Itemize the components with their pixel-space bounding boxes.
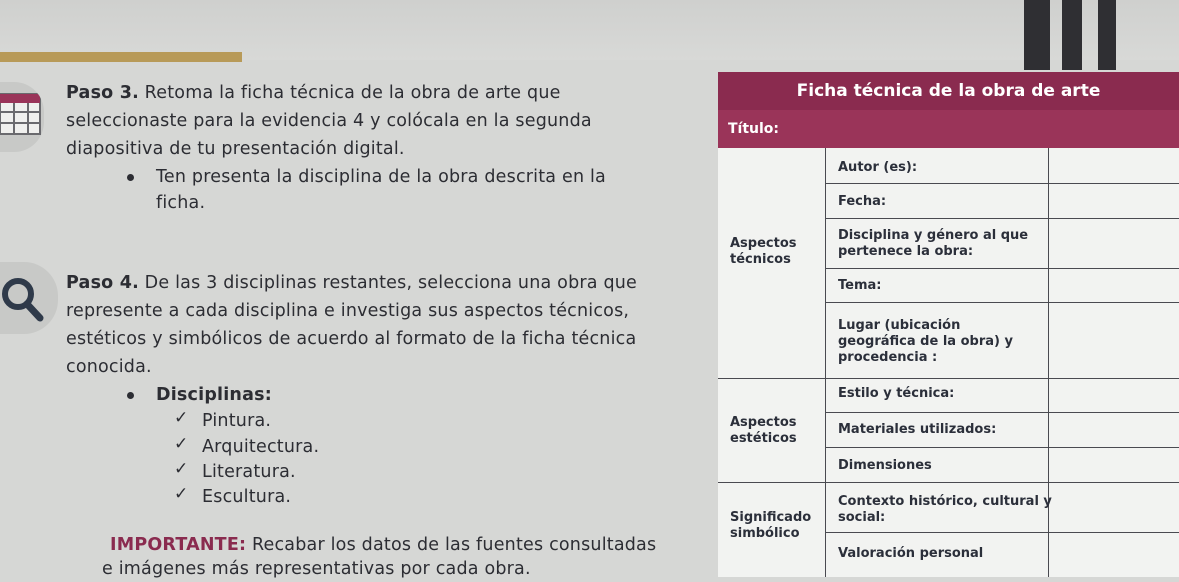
- paso4-line3: estéticos y simbólicos de acuerdo al formato de la ficha técnica: [66, 329, 637, 349]
- ficha-titulo-label: Título:: [718, 110, 1179, 148]
- category-esteticos: Aspectos estéticos: [730, 415, 797, 446]
- importante-line2: e imágenes más representativas por cada obra.: [102, 559, 531, 579]
- bullet-icon: [127, 174, 134, 181]
- accent-bar: [0, 52, 242, 62]
- row-lugar: Lugar (ubicación geográfica de la obra) y procedencia :: [838, 318, 1013, 365]
- disciplina-item: Escultura.: [202, 487, 292, 507]
- paso4-line4: conocida.: [66, 357, 152, 377]
- check-icon: ✓: [174, 484, 189, 504]
- table-row-line: [825, 268, 1179, 269]
- ficha-tecnica-table: [718, 72, 1179, 577]
- check-icon: ✓: [174, 434, 189, 454]
- disciplina-item: Arquitectura.: [202, 437, 320, 457]
- row-autor: Autor (es):: [838, 160, 918, 175]
- paso3-line1: Paso 3. Retoma la ficha técnica de la obra de arte que: [66, 83, 561, 103]
- row-estilo: Estilo y técnica:: [838, 386, 955, 401]
- category-simbolico: Significado simbólico: [730, 510, 812, 541]
- paso3-bullet-line2: ficha.: [156, 193, 206, 213]
- table-row-line: [825, 447, 1179, 448]
- row-dimensiones: Dimensiones: [838, 458, 932, 473]
- importante-line1: IMPORTANTE: Recabar los datos de las fuentes consultadas: [110, 535, 657, 555]
- decorative-stripe: [1024, 0, 1050, 70]
- bullet-icon: [127, 392, 134, 399]
- table-row-line: [718, 482, 1179, 483]
- decorative-stripe: [1062, 0, 1082, 70]
- disciplina-item: Pintura.: [202, 411, 272, 431]
- table-row-line: [825, 218, 1179, 219]
- paso3-line2: seleccionaste para la evidencia 4 y colócala en la segunda: [66, 111, 592, 131]
- table-row-line: [825, 302, 1179, 303]
- ficha-title: Ficha técnica de la obra de arte: [718, 72, 1179, 110]
- table-row-line: [718, 378, 1179, 379]
- disciplina-item: Literatura.: [202, 462, 296, 482]
- paso3-line3: diapositiva de tu presentación digital.: [66, 139, 405, 159]
- row-valoracion: Valoración personal: [838, 546, 984, 561]
- top-banner: [0, 0, 1179, 60]
- table-row-line: [825, 532, 1179, 533]
- row-disciplina: Disciplina y género al que pertenece la obra:: [838, 228, 1029, 259]
- table-row-line: [825, 183, 1179, 184]
- importante-label: IMPORTANTE:: [110, 535, 247, 555]
- paso4-line1: Paso 4. De las 3 disciplinas restantes, selecciona una obra que: [66, 273, 638, 293]
- table-row-line: [825, 412, 1179, 413]
- row-fecha: Fecha:: [838, 194, 887, 209]
- paso4-line2: represente a cada disciplina e investiga sus aspectos técnicos,: [66, 301, 630, 321]
- row-contexto: Contexto histórico, cultural y social:: [838, 494, 1052, 525]
- decorative-stripe: [1098, 0, 1116, 70]
- search-icon: [0, 262, 58, 334]
- category-tecnicos: Aspectos técnicos: [730, 236, 797, 267]
- check-icon: ✓: [174, 408, 189, 428]
- disciplinas-label: Disciplinas:: [156, 385, 272, 405]
- table-divider: [825, 148, 826, 577]
- check-icon: ✓: [174, 459, 189, 479]
- table-icon: [0, 82, 44, 152]
- paso4-label: Paso 4.: [66, 273, 139, 293]
- paso3-bullet-line1: Ten presenta la disciplina de la obra descrita en la: [156, 167, 606, 187]
- row-materiales: Materiales utilizados:: [838, 422, 997, 437]
- paso3-label: Paso 3.: [66, 83, 139, 103]
- row-tema: Tema:: [838, 278, 882, 293]
